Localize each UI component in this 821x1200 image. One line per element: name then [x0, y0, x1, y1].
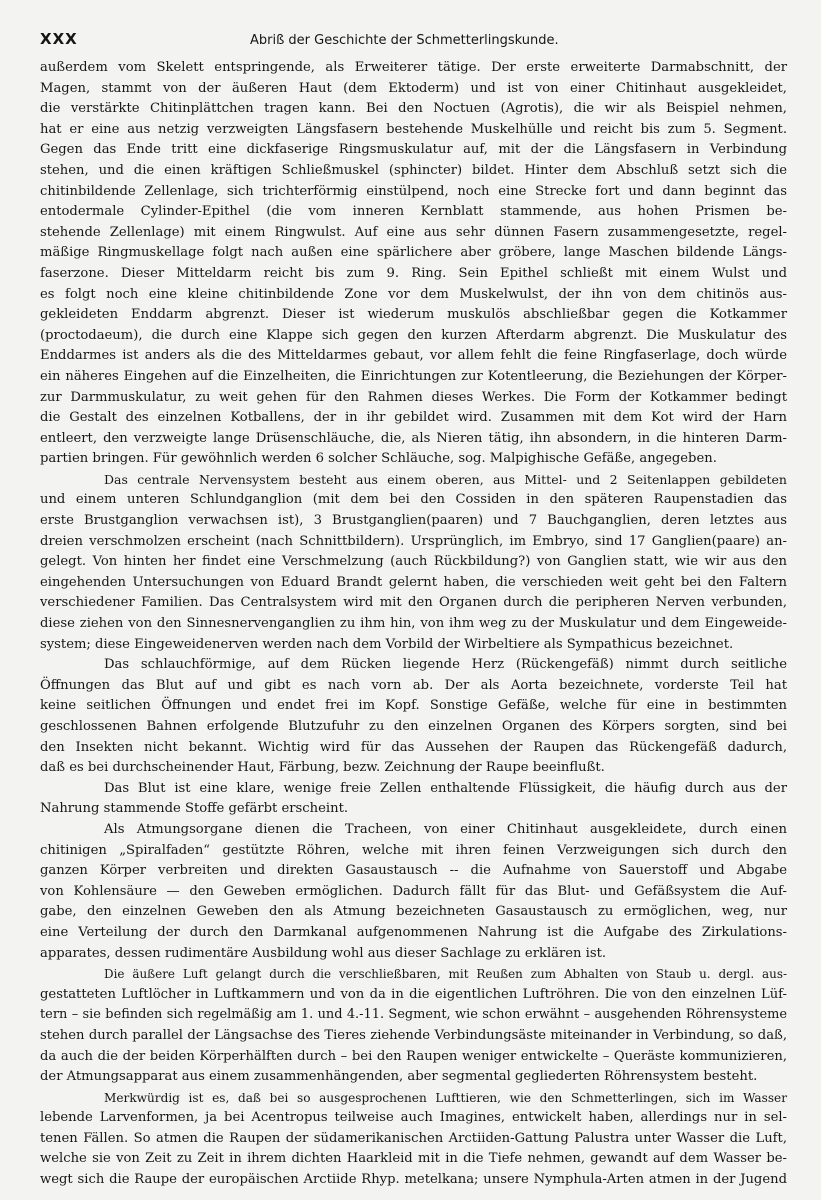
text-line: Die äußere Luft gelangt durch die verschließbaren, mit Reußen zum Abhalten von Staub u. dergl. aus- — [104, 967, 787, 982]
text-line: chitinbildende Zellenlage, sich trichterförmig einstülpend, noch eine Strecke fort und dann beginnt das — [40, 183, 787, 199]
text-line: hat er eine aus netzig verzweigten Längsfasern bestehende Muskelhülle und reicht bis zum 5. Segment. — [40, 121, 787, 137]
text-line: system; diese Eingeweidenerven werden nach dem Vorbild der Wirbeltiere als Sympathicus bezeichnet. — [40, 636, 734, 652]
text-line: eingehenden Untersuchungen von Eduard Brandt gelernt haben, die verschieden weit geht bei den Faltern — [40, 574, 787, 590]
text-line: tenen Fällen. So atmen die Raupen der südamerikanischen Arctiiden-Gattung Palustra unter Wasser die Luft, — [40, 1130, 787, 1146]
text-line: Merkwürdig ist es, daß bei so ausgesprochenen Lufttieren, wie den Schmetterlingen, sich im Wasser — [104, 1090, 787, 1105]
paragraph — [40, 779, 787, 820]
text-line: faserzone. Dieser Mitteldarm reicht bis zum 9. Ring. Sein Epithel schließt mit einem Wulst und — [40, 265, 787, 281]
text-line: gelegt. Von hinten her findet eine Verschmelzung (auch Rückbildung?) von Ganglien statt, wie wir aus den — [40, 554, 787, 570]
paragraph — [40, 964, 787, 1088]
text-line: apparates, dessen rudimentäre Ausbildung wohl aus dieser Sachlage zu erklären ist. — [40, 945, 607, 961]
text-line: stehen, und die einen kräftigen Schließmuskel (sphincter) bildet. Hinter dem Abschluß setzt sich die — [40, 162, 787, 178]
text-line: es folgt noch eine kleine chitinbildende Zone vor dem Muskelwulst, der ihn von dem chitinös aus- — [40, 286, 787, 302]
text-line: entleert, den verzweigte lange Drüsenschläuche, die, als Nieren tätig, ihn absondern, in die hinteren Darm- — [40, 430, 787, 446]
text-line: welche sie von Zeit zu Zeit in ihrem dichten Haarkleid mit in die Tiefe nehmen, gewandt auf dem Wasser be- — [40, 1151, 787, 1167]
page-number: XXX — [40, 30, 78, 48]
text-line: Gegen das Ende tritt eine dickfaserige Ringsmuskulatur auf, mit der die Längsfasern in Verbindung — [40, 142, 787, 158]
paragraph — [40, 820, 787, 964]
text-line: Nahrung stammende Stoffe gefärbt erscheint. — [40, 801, 349, 817]
text-line: die verstärkte Chitinplättchen tragen kann. Bei den Noctuen (Agrotis), die wir als Beispiel nehmen, — [40, 101, 787, 117]
paragraph — [40, 58, 787, 470]
text-line: keine seitlichen Öffnungen und endet frei im Kopf. Sonstige Gefäße, welche für eine in bestimmten — [40, 698, 787, 714]
text-line: Enddarmes ist anders als die des Mitteldarmes gebaut, vor allem fehlt die feine Ringfaserlage, doch würde — [40, 348, 787, 364]
body-text — [40, 58, 787, 1191]
text-line: daß es bei durchscheinender Haut, Färbung, bezw. Zeichnung der Raupe beeinflußt. — [40, 760, 605, 776]
text-line: und einem unteren Schlundganglion (mit dem bei den Cossiden in den späteren Raupenstadien das — [40, 492, 787, 508]
text-line: verschiedener Familien. Das Centralsystem wird mit den Organen durch die peripheren Nerven verbunden, — [40, 595, 787, 611]
text-line: zur Darmmuskulatur, zu weit gehen für den Rahmen dieses Werkes. Die Form der Kotkammer bedingt — [40, 389, 787, 405]
text-line: geschlossenen Bahnen erfolgende Blutzufuhr zu den einzelnen Organen des Körpers sorgten, sind bei — [40, 719, 787, 734]
text-line: gestatteten Luftlöcher in Luftkammern und von da in die eigentlichen Luftröhren. Die von den einzelnen Lüf- — [40, 986, 787, 1002]
text-line: (proctodaeum), die durch eine Klappe sich gegen den kurzen Afterdarm abgrenzt. Die Muskulatur des — [40, 327, 787, 343]
text-line: der Atmungsapparat aus einem zusammenhängenden, aber segmental gegliederten Röhrensystem besteht. — [40, 1069, 758, 1085]
text-line: Als Atmungsorgane dienen die Tracheen, von einer Chitinhaut ausgekleidete, durch einen — [104, 821, 787, 837]
text-line: den Insekten nicht bekannt. Wichtig wird für das Aussehen der Raupen das Rückengefäß dadurch, — [40, 739, 787, 755]
text-line: eine Verteilung der durch den Darmkanal aufgenommenen Nahrung ist die Aufgabe des Zirkulations- — [40, 924, 787, 940]
page-header — [40, 30, 787, 56]
text-line: Das centrale Nervensystem besteht aus einem oberen, aus Mittel- und 2 Seitenlappen gebildeten — [104, 471, 787, 487]
paragraph — [40, 1088, 787, 1191]
text-line: Das schlauchförmige, auf dem Rücken liegende Herz (Rückengefäß) nimmt durch seitliche — [104, 657, 787, 673]
text-line: diese ziehen von den Sinnesnervenganglien zu ihm hin, von ihm weg zu der Muskulatur und dem Eingeweide- — [40, 616, 787, 632]
paragraph — [40, 470, 787, 655]
paragraph — [40, 655, 787, 779]
text-line: ein näheres Eingehen auf die Einzelheiten, die Einrichtungen zur Kotentleerung, die Beziehungen der Körper- — [40, 368, 787, 384]
text-line: stehen durch parallel der Längsachse des Tieres ziehende Verbindungsäste miteinander in Verbindung, so daß, — [40, 1027, 787, 1043]
text-line: Öffnungen das Blut auf und gibt es nach vorn ab. Der als Aorta bezeichnete, vorderste Teil hat — [40, 677, 787, 693]
text-line: ganzen Körper verbreiten und direkten Gasaustausch -- die Aufnahme von Sauerstoff und Abgabe — [40, 863, 787, 879]
text-line: dreien verschmolzen erscheint (nach Schnittbildern). Ursprünglich, im Embryo, sind 17 Ganglien(paare) an- — [40, 533, 787, 549]
text-line: wegt sich die Raupe der europäischen Arctiide Rhyp. metelkana; unsere Nymphula-Arten atmen in der Jugend — [40, 1172, 787, 1188]
text-line: gabe, den einzelnen Geweben den als Atmung bezeichneten Gasaustausch zu ermöglichen, weg, nur — [40, 904, 787, 920]
text-line: tern – sie befinden sich regelmäßig am 1. und 4.-11. Segment, wie schon erwähnt – ausgehenden Röhrensysteme — [40, 1007, 787, 1023]
text-line: lebende Larvenformen, ja bei Acentropus teilweise auch Imagines, entwickelt haben, allerdings nur in sel- — [40, 1110, 787, 1126]
text-line: die Gestalt des einzelnen Kotballens, der in ihr gebildet wird. Zusammen mit dem Kot wird der Harn — [40, 410, 787, 426]
text-line: gekleideten Enddarm abgrenzt. Dieser ist wiederum muskulös abschließbar gegen die Kotkammer — [40, 307, 787, 323]
text-line: Magen, stammt von der äußeren Haut (dem Ektoderm) und ist von einer Chitinhaut ausgekleidet, — [40, 80, 787, 96]
text-line: da auch die der beiden Körperhälften durch – bei den Raupen weniger entwickelte – Queräste kommunizieren, — [40, 1048, 787, 1064]
text-line: entodermale Cylinder-Epithel (die vom inneren Kernblatt stammende, aus hohen Prismen be- — [40, 204, 787, 220]
text-line: erste Brustganglion verwachsen ist), 3 Brustganglien(paaren) und 7 Bauchganglien, deren letztes aus — [40, 513, 787, 529]
text-line: außerdem vom Skelett entspringende, als Erweiterer tätige. Der erste erweiterte Darmabschnitt, der — [40, 60, 787, 75]
text-line: stehende Zellenlage) mit einem Ringwulst. Auf eine aus sehr dünnen Fasern zusammengesetzte, regel- — [40, 224, 787, 240]
text-line: partien bringen. Für gewöhnlich werden 6 solcher Schläuche, sog. Malpighische Gefäße, angegeben. — [40, 451, 717, 467]
text-line: von Kohlensäure — den Geweben ermöglichen. Dadurch fällt für das Blut- und Gefäßsystem die Auf- — [40, 883, 787, 899]
text-line: mäßige Ringmuskellage folgt nach außen eine spärlichere aber gröbere, lange Maschen bildende Längs- — [40, 245, 787, 261]
text-line: Das Blut ist eine klare, wenige freie Zellen enthaltende Flüssigkeit, die häufig durch aus der — [104, 780, 787, 796]
running-head: Abriß der Geschichte der Schmetterlingskunde. — [250, 33, 559, 48]
text-line: chitinigen „Spiralfaden“ gestützte Röhren, welche mit ihren feinen Verzweigungen sich durch den — [40, 842, 787, 858]
